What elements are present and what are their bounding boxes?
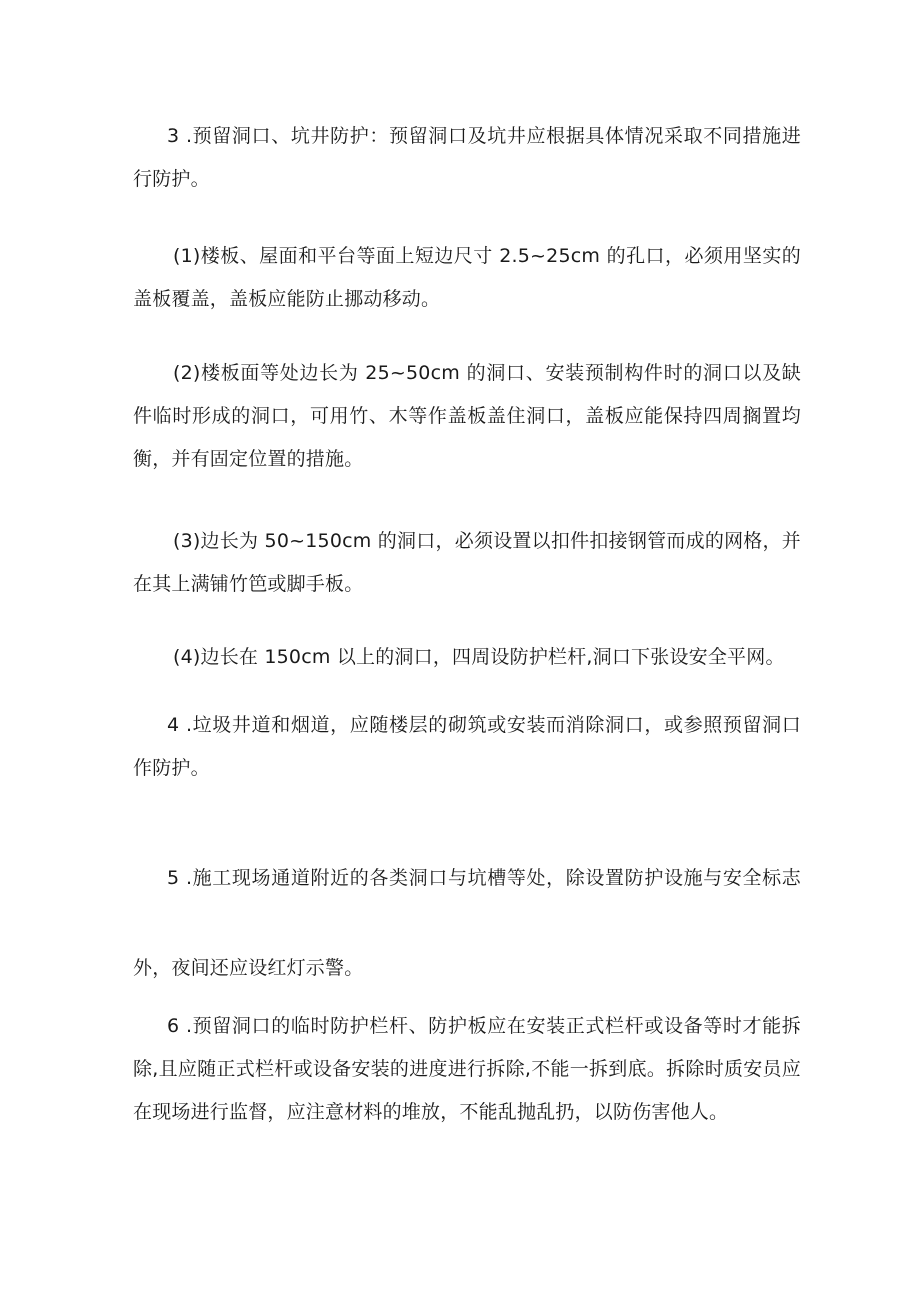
paragraph-subitem-2: (2)楼板面等处边长为 25~50cm 的洞口、安装预制构件时的洞口以及缺件临时形成的洞口，可用竹、木等作盖板盖住洞口，盖板应能保持四周搁置均衡，并有固定位置的措施。 (133, 362, 801, 470)
paragraph-item-4: 4 .垃圾井道和烟道，应随楼层的砌筑或安装而消除洞口，或参照预留洞口作防护。 (133, 714, 801, 779)
paragraph-item-3: 3 .预留洞口、坑井防护：预留洞口及坑井应根据具体情况采取不同措施进行防护。 (133, 125, 801, 190)
paragraph-subitem-4: (4)边长在 150cm 以上的洞口，四周设防护栏杆,洞口下张设安全平网。 (173, 646, 785, 668)
paragraph-item-6: 6 .预留洞口的临时防护栏杆、防护板应在安装正式栏杆或设备等时才能拆除,且应随正式栏杆或设备安装的进度进行拆除,不能一拆到底。拆除时质安员应在现场进行监督，应注意材料的堆放，不能乱抛乱扔，以防伤害他人。 (133, 1015, 801, 1123)
paragraph-subitem-3: (3)边长为 50~150cm 的洞口，必须设置以扣件扣接钢管而成的网格，并在其上满铺竹笆或脚手板。 (133, 530, 801, 595)
paragraph-subitem-1: (1)楼板、屋面和平台等面上短边尺寸 2.5~25cm 的孔口，必须用坚实的盖板覆盖，盖板应能防止挪动移动。 (133, 245, 801, 310)
paragraph-item-5: 5 .施工现场通道附近的各类洞口与坑槽等处，除设置防护设施与安全标志外，夜间还应设红灯示警。 (133, 867, 801, 979)
